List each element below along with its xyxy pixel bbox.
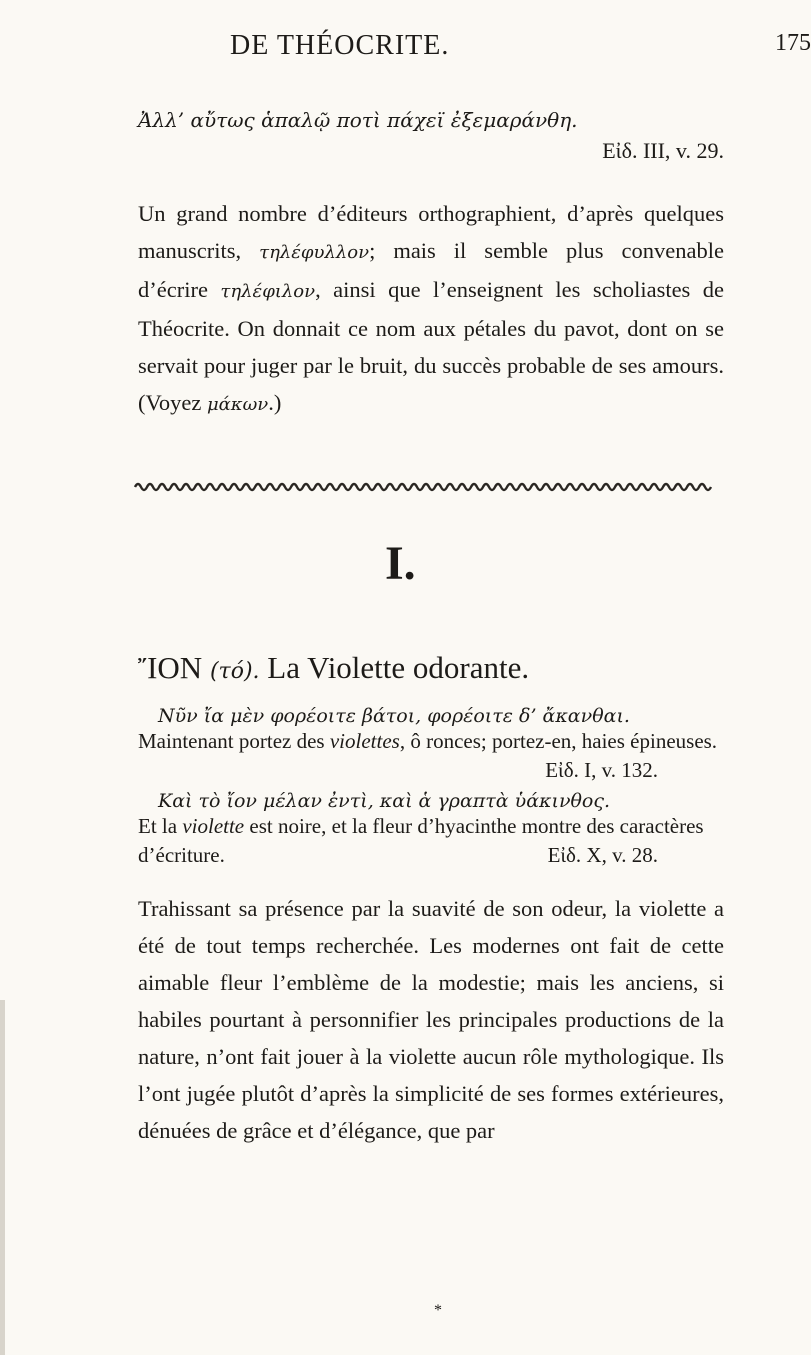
- quote-1-translation: [138, 727, 726, 782]
- top-quote-reference: Εἰδ. III, v. 29.: [602, 138, 724, 163]
- page-edge-shadow: [0, 1000, 5, 1355]
- paragraph-1: [138, 195, 724, 423]
- section-number: I.: [385, 537, 416, 590]
- quote-2-translation: [138, 812, 726, 870]
- ornamental-rule: [135, 480, 713, 494]
- quote-2-text-b: est noire, et la fleur d’hyacinthe montre des caractères d’écriture.: [138, 814, 704, 867]
- section-title-article: (τό).: [209, 659, 260, 684]
- quote-1-text-a: Maintenant portez des: [138, 729, 330, 753]
- paragraph-1-text-a: Un grand nombre d’éditeurs orthographient, d’après quelques manuscrits,: [138, 201, 724, 263]
- quote-2-emphasis: violette: [182, 814, 245, 838]
- quote-2-greek: Καὶ τὸ ἴον μέλαν ἐντὶ, καὶ ἁ γραπτὰ ὑάκινθος.: [158, 790, 611, 812]
- quote-1-text-b: , ô ronces; portez-en, haies épineuses.: [399, 729, 718, 753]
- section-title-greek: ἼΟΝ: [138, 650, 203, 685]
- quote-1-reference: Εἰδ. I, v. 132.: [545, 758, 658, 782]
- top-quote-greek: Ἀλλ’ αὔτως ἁπαλῷ ποτὶ πάχεϊ ἐξεμαράνθη.: [138, 108, 578, 132]
- top-quote: [138, 108, 724, 164]
- greek-word-3: μάκων: [206, 394, 269, 415]
- section-title: [138, 650, 529, 686]
- paragraph-2: Trahissant sa présence par la suavité de son odeur, la violette a été de tout temps recherchée. Les modernes ont fait de cette aimable fleur l’emblème de la modestie; mais les anciens, si habiles pourtant à personnifier les principales productions de la nature, n’ont fait jouer à la violette aucun rôle mythologique. Ils l’ont jugée plutôt d’après la simplicité de ses formes extérieures, dénuées de grâce et d’élégance, que par: [138, 896, 724, 1143]
- quote-2-reference: Εἰδ. X, v. 28.: [547, 843, 658, 867]
- quote-1: [138, 705, 726, 785]
- page-number: 175: [775, 30, 811, 56]
- footnote-mark: *: [434, 1302, 442, 1319]
- page-header: [230, 30, 811, 62]
- quote-1-greek: Νῦν ἴα μὲν φορέοιτε βάτοι, φορέοιτε δ’ ἄκανθαι.: [158, 705, 630, 727]
- running-head: DE THÉOCRITE.: [230, 30, 450, 61]
- paragraph-1-text-d: .): [268, 390, 282, 415]
- quote-2: [138, 790, 726, 870]
- paragraph-1-text-b: ; mais il semble plus convenable d’écrire: [138, 238, 724, 302]
- greek-word-1: τηλέφυλλον: [259, 242, 370, 263]
- paragraph-1-text-c: , ainsi que l’enseignent les scholiastes de Théocrite. On donnait ce nom aux pétales du pavot, dont on se servait pour juger par le bruit, du succès probable de ses amours. (Voyez: [138, 277, 724, 415]
- section-title-french: La Violette odorante.: [267, 650, 530, 685]
- quote-1-emphasis: violettes: [329, 729, 400, 753]
- quote-2-text-a: Et la: [138, 814, 183, 838]
- greek-word-2: τηλέφιλον: [220, 281, 316, 302]
